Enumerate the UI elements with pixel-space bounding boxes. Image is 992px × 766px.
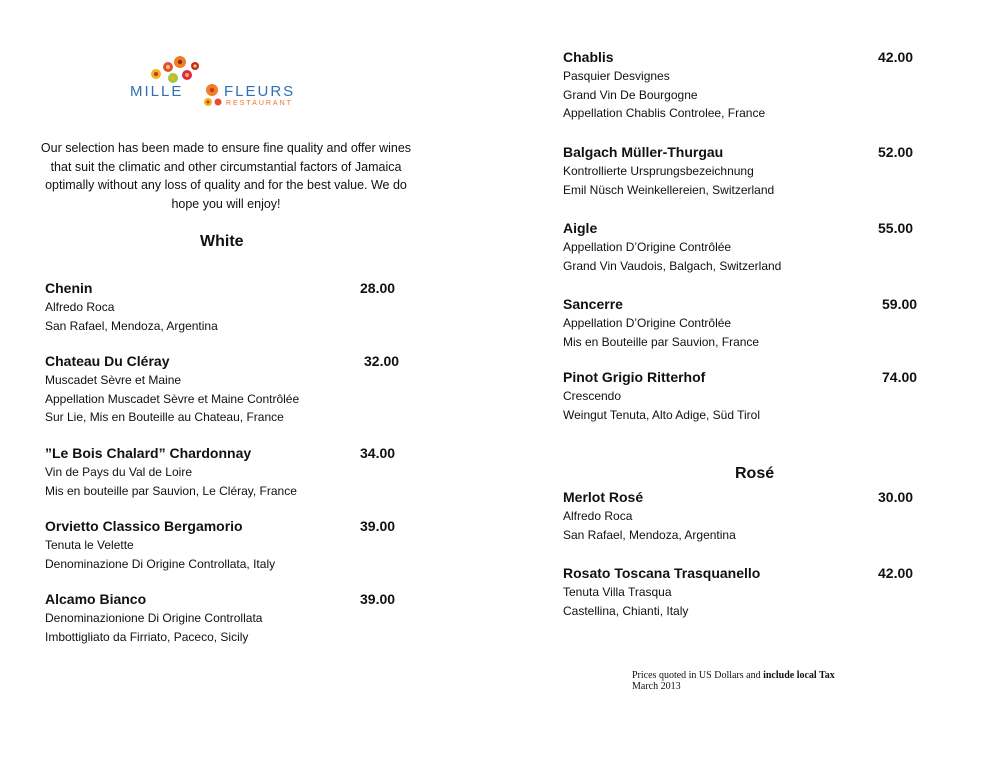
wine-name: Chateau Du Cléray [45, 353, 170, 369]
wine-price: 42.00 [878, 565, 914, 581]
wine-detail: Appellation Muscadet Sèvre et Maine Contrôlée [45, 391, 300, 406]
wine-detail: Denominazionione Di Origine Controllata [45, 611, 263, 625]
wine-detail: Tenuta le Velette [45, 538, 134, 552]
wine-detail: Appellation D’Origine Contrôlée [563, 316, 732, 330]
wine-price: 28.00 [360, 280, 396, 296]
wine-entry [45, 278, 218, 335]
wine-name: Sancerre [563, 296, 623, 312]
wine-entry [45, 351, 299, 427]
wine-detail: Imbottigliato da Firriato, Paceco, Sicily [45, 629, 249, 644]
wine-detail: San Rafael, Mendoza, Argentina [45, 318, 218, 333]
wine-name: ”Le Bois Chalard” Chardonnay [45, 445, 252, 461]
intro-paragraph: Our selection has been made to ensure fine quality and offer wines that suit the climatic and other circumstantial factors of Jamaica optimally without any loss of quality and for the best value. We do hope you will enjoy! [40, 141, 412, 211]
wine-detail: Mis en bouteille par Sauvion, Le Cléray, France [45, 483, 297, 498]
wine-price: 39.00 [360, 518, 396, 534]
wine-entry [563, 218, 781, 275]
wine-detail: Crescendo [563, 389, 622, 403]
wine-detail: Emil Nüsch Weinkellereien, Switzerland [563, 182, 775, 197]
wine-name: Chenin [45, 280, 93, 296]
wine-name: Pinot Grigio Ritterhof [563, 369, 706, 385]
restaurant-logo [126, 52, 326, 122]
wine-entry [563, 47, 765, 123]
wine-detail: Appellation Chablis Controlee, France [563, 106, 766, 120]
wine-detail: San Rafael, Mendoza, Argentina [563, 527, 736, 542]
wine-detail: Alfredo Roca [563, 509, 633, 523]
wine-name: Alcamo Bianco [45, 591, 147, 607]
flower-icon [163, 62, 173, 72]
flower-icon [151, 69, 161, 79]
wine-price: 52.00 [878, 144, 914, 160]
logo-name-fleurs: FLEURS [224, 83, 296, 100]
wine-name: Rosato Toscana Trasquanello [563, 565, 761, 581]
wine-price: 39.00 [360, 591, 396, 607]
wine-name: Merlot Rosé [563, 489, 644, 505]
wine-name: Orvietto Classico Bergamorio [45, 518, 243, 534]
wine-entry [563, 563, 760, 620]
wine-price: 32.00 [364, 353, 400, 369]
wine-name: Chablis [563, 49, 614, 65]
price-note [632, 670, 835, 692]
wine-entry [563, 487, 736, 544]
wine-entry [563, 294, 759, 351]
wine-price: 34.00 [360, 445, 396, 461]
wine-name: Aigle [563, 220, 598, 236]
wine-detail: Mis en Bouteille par Sauvion, France [563, 334, 760, 349]
wine-detail: Vin de Pays du Val de Loire [45, 465, 192, 479]
wine-detail: Pasquier Desvignes [563, 69, 670, 83]
wine-price: 59.00 [882, 296, 918, 312]
wine-entry [45, 589, 262, 646]
flower-icon [191, 62, 199, 70]
wine-detail: Sur Lie, Mis en Bouteille au Chateau, France [45, 410, 284, 424]
price-note-line-1 [632, 670, 835, 681]
wine-price: 30.00 [878, 489, 914, 505]
wine-price: 42.00 [878, 49, 914, 65]
wine-entry [563, 367, 760, 424]
wine-detail: Denominazione Di Origine Controllata, Italy [45, 556, 276, 571]
logo-subtitle: RESTAURANT [226, 100, 293, 107]
wine-name: Balgach Müller-Thurgau [563, 144, 724, 160]
wine-detail: Muscadet Sèvre et Maine [45, 373, 182, 387]
wine-detail: Appellation D’Origine Contrôlée [563, 240, 732, 254]
wine-detail: Castellina, Chianti, Italy [563, 603, 689, 618]
flower-icon [215, 99, 222, 106]
price-note-text: Prices quoted in US Dollars and [632, 670, 764, 681]
flower-icon [182, 70, 192, 80]
price-note-date: March 2013 [632, 681, 681, 692]
section-heading-rose: Rosé [735, 465, 775, 482]
flower-icon [174, 56, 186, 68]
wine-detail: Weingut Tenuta, Alto Adige, Süd Tirol [563, 407, 761, 422]
flower-icon [204, 98, 212, 106]
wine-detail: Grand Vin Vaudois, Balgach, Switzerland [563, 258, 782, 273]
logo-name-mille: MILLE [130, 83, 184, 100]
wine-detail: Tenuta Villa Trasqua [563, 585, 672, 599]
flower-icon [168, 73, 178, 83]
wine-entry [45, 443, 297, 500]
wine-entry [563, 142, 774, 199]
wine-detail: Alfredo Roca [45, 300, 115, 314]
wine-entry [45, 516, 275, 573]
price-note-tax: include local Tax [763, 670, 835, 681]
section-heading-white: White [200, 233, 244, 250]
wine-price: 74.00 [882, 369, 918, 385]
wine-detail: Grand Vin De Bourgogne [563, 87, 698, 102]
wine-detail: Kontrollierte Ursprungsbezeichnung [563, 164, 754, 178]
wine-price: 55.00 [878, 220, 914, 236]
flower-icon [206, 84, 218, 96]
